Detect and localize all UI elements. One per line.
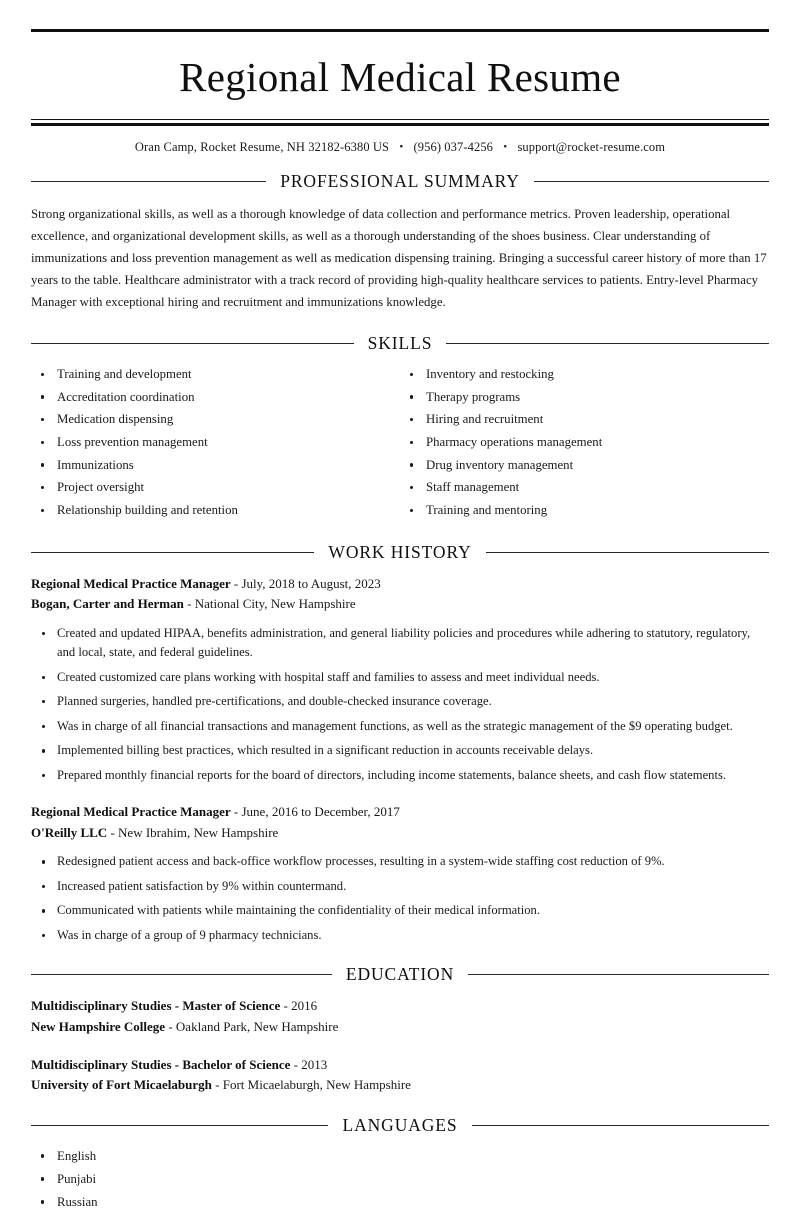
work-history-entry <box>31 802 769 945</box>
resume-page <box>0 29 800 1209</box>
section-rule-right <box>472 1125 769 1126</box>
contact-separator-1: • <box>399 141 404 154</box>
list-item: Was in charge of a group of 9 pharmacy technicians. <box>31 926 769 946</box>
list-item: Relationship building and retention <box>31 501 400 519</box>
job-company-line <box>31 594 769 615</box>
contact-phone: (956) 037-4256 <box>413 140 494 155</box>
list-item: Pharmacy operations management <box>400 433 769 451</box>
education-separator: - <box>168 1019 173 1035</box>
contact-email: support@rocket-resume.com <box>517 140 666 155</box>
languages-list <box>31 1147 769 1211</box>
education-school-line <box>31 1017 769 1038</box>
section-heading-languages <box>31 1115 769 1136</box>
job-dates: July, 2018 to August, 2023 <box>241 575 381 591</box>
job-separator: - <box>233 575 239 591</box>
list-item: Training and mentoring <box>400 501 769 519</box>
list-item: Created and updated HIPAA, benefits administration, and general liability policies and procedures while adhering to statutory, regulatory, and local, state, and federal guidelines. <box>31 624 769 663</box>
skills-column-left <box>31 365 400 524</box>
education-degree: Multidisciplinary Studies - Bachelor of Science <box>31 1056 291 1072</box>
list-item: Medication dispensing <box>31 410 400 428</box>
list-item: Project oversight <box>31 478 400 496</box>
job-location: National City, New Hampshire <box>194 596 356 612</box>
job-title: Regional Medical Practice Manager <box>31 575 231 591</box>
section-rule-left <box>31 181 266 182</box>
list-item: Inventory and restocking <box>400 365 769 383</box>
section-heading-label: WORK HISTORY <box>328 541 472 562</box>
header-rule-thin <box>31 119 769 120</box>
summary-text: Strong organizational skills, as well as a thorough knowledge of data collection and performance metrics. Proven leadership, operational excellence, and organizational development skills, as well as a thorough understanding of the shoes business. Clear understanding of immunizations and loss prevention management as well as medication dispensing training. Bringing a successful career history of more than 17 years to the table. Healthcare administrator with a track record of providing high-quality healthcare services to patients. Entry-level Pharmacy Manager with exceptional hiring and recruitment and immunizations knowledge. <box>31 207 767 310</box>
job-separator: - <box>110 824 115 840</box>
header-rule-thick <box>31 123 769 126</box>
contact-address: Oran Camp, Rocket Resume, NH 32182-6380 US <box>134 140 390 155</box>
section-work-history <box>31 542 769 946</box>
section-rule-right <box>446 343 769 344</box>
section-rule-right <box>534 181 769 182</box>
list-item: Punjabi <box>31 1170 769 1188</box>
education-entry <box>31 1055 769 1096</box>
section-heading-label: PROFESSIONAL SUMMARY <box>280 171 520 192</box>
section-languages <box>31 1115 769 1211</box>
section-heading-label: EDUCATION <box>345 964 455 985</box>
section-rule-left <box>31 552 314 553</box>
skills-list-left <box>31 365 400 519</box>
section-heading-label: SKILLS <box>367 333 433 354</box>
job-separator: - <box>233 804 239 820</box>
skills-list-right <box>400 365 769 519</box>
contact-line <box>31 140 769 155</box>
header-top-rule <box>31 29 769 32</box>
education-location: Fort Micaelaburgh, New Hampshire <box>222 1077 411 1093</box>
job-company: O'Reilly LLC <box>31 824 108 840</box>
list-item: Prepared monthly financial reports for the board of directors, including income statements, balance sheets, and cash flow statements. <box>31 766 769 786</box>
job-company: Bogan, Carter and Herman <box>31 596 184 612</box>
list-item: Therapy programs <box>400 388 769 406</box>
section-heading-work-history <box>31 542 769 563</box>
list-item: Hiring and recruitment <box>400 410 769 428</box>
list-item: Planned surgeries, handled pre-certifications, and double-checked insurance coverage. <box>31 692 769 712</box>
education-location: Oakland Park, New Hampshire <box>175 1019 339 1035</box>
education-degree-line <box>31 1055 769 1076</box>
education-school-line <box>31 1075 769 1096</box>
education-year: 2016 <box>291 998 318 1014</box>
list-item: Immunizations <box>31 456 400 474</box>
education-separator: - <box>215 1077 220 1093</box>
job-company-line <box>31 823 769 844</box>
section-rule-right <box>468 974 769 975</box>
section-professional-summary <box>31 171 769 313</box>
list-item: Communicated with patients while maintaining the confidentiality of their medical information. <box>31 901 769 921</box>
education-separator: - <box>283 998 288 1014</box>
list-item: Redesigned patient access and back-office workflow processes, resulting in a system-wide staffing cost reduction of 9%. <box>31 852 769 872</box>
section-heading-label: LANGUAGES <box>342 1114 458 1135</box>
section-skills <box>31 333 769 524</box>
skills-column-right <box>400 365 769 524</box>
education-degree-line <box>31 996 769 1017</box>
list-item: Increased patient satisfaction by 9% within countermand. <box>31 877 769 897</box>
job-bullet-list <box>31 624 769 786</box>
page-title: Regional Medical Resume <box>179 54 621 100</box>
list-item: Russian <box>31 1193 769 1211</box>
section-rule-left <box>31 1125 328 1126</box>
skills-columns <box>31 365 769 524</box>
section-education <box>31 964 769 1095</box>
list-item: Training and development <box>31 365 400 383</box>
education-entry <box>31 996 769 1037</box>
list-item: Created customized care plans working with hospital staff and families to assess and meet individual needs. <box>31 668 769 688</box>
education-school: New Hampshire College <box>31 1019 166 1035</box>
list-item: English <box>31 1147 769 1165</box>
job-separator: - <box>187 596 192 612</box>
job-title: Regional Medical Practice Manager <box>31 804 231 820</box>
header-double-rule <box>31 119 769 125</box>
list-item: Staff management <box>400 478 769 496</box>
section-heading-skills <box>31 333 769 354</box>
list-item: Was in charge of all financial transactions and management functions, as well as the strategic management of the $9 operating budget. <box>31 717 769 737</box>
contact-separator-2: • <box>503 141 508 154</box>
job-dates: June, 2016 to December, 2017 <box>241 804 400 820</box>
job-title-line <box>31 802 769 823</box>
section-heading-education <box>31 964 769 985</box>
job-title-line <box>31 574 769 595</box>
list-item: Implemented billing best practices, which resulted in a significant reduction in accounts receivable delays. <box>31 741 769 761</box>
list-item: Drug inventory management <box>400 456 769 474</box>
section-rule-right <box>486 552 769 553</box>
section-rule-left <box>31 343 354 344</box>
job-bullet-list <box>31 852 769 945</box>
education-degree: Multidisciplinary Studies - Master of Science <box>31 998 281 1014</box>
list-item: Loss prevention management <box>31 433 400 451</box>
education-year: 2013 <box>301 1056 328 1072</box>
section-rule-left <box>31 974 332 975</box>
job-location: New Ibrahim, New Hampshire <box>118 824 279 840</box>
work-history-entry <box>31 574 769 786</box>
section-heading-professional-summary <box>31 171 769 192</box>
education-separator: - <box>293 1056 298 1072</box>
list-item: Accreditation coordination <box>31 388 400 406</box>
education-school: University of Fort Micaelaburgh <box>31 1077 212 1093</box>
